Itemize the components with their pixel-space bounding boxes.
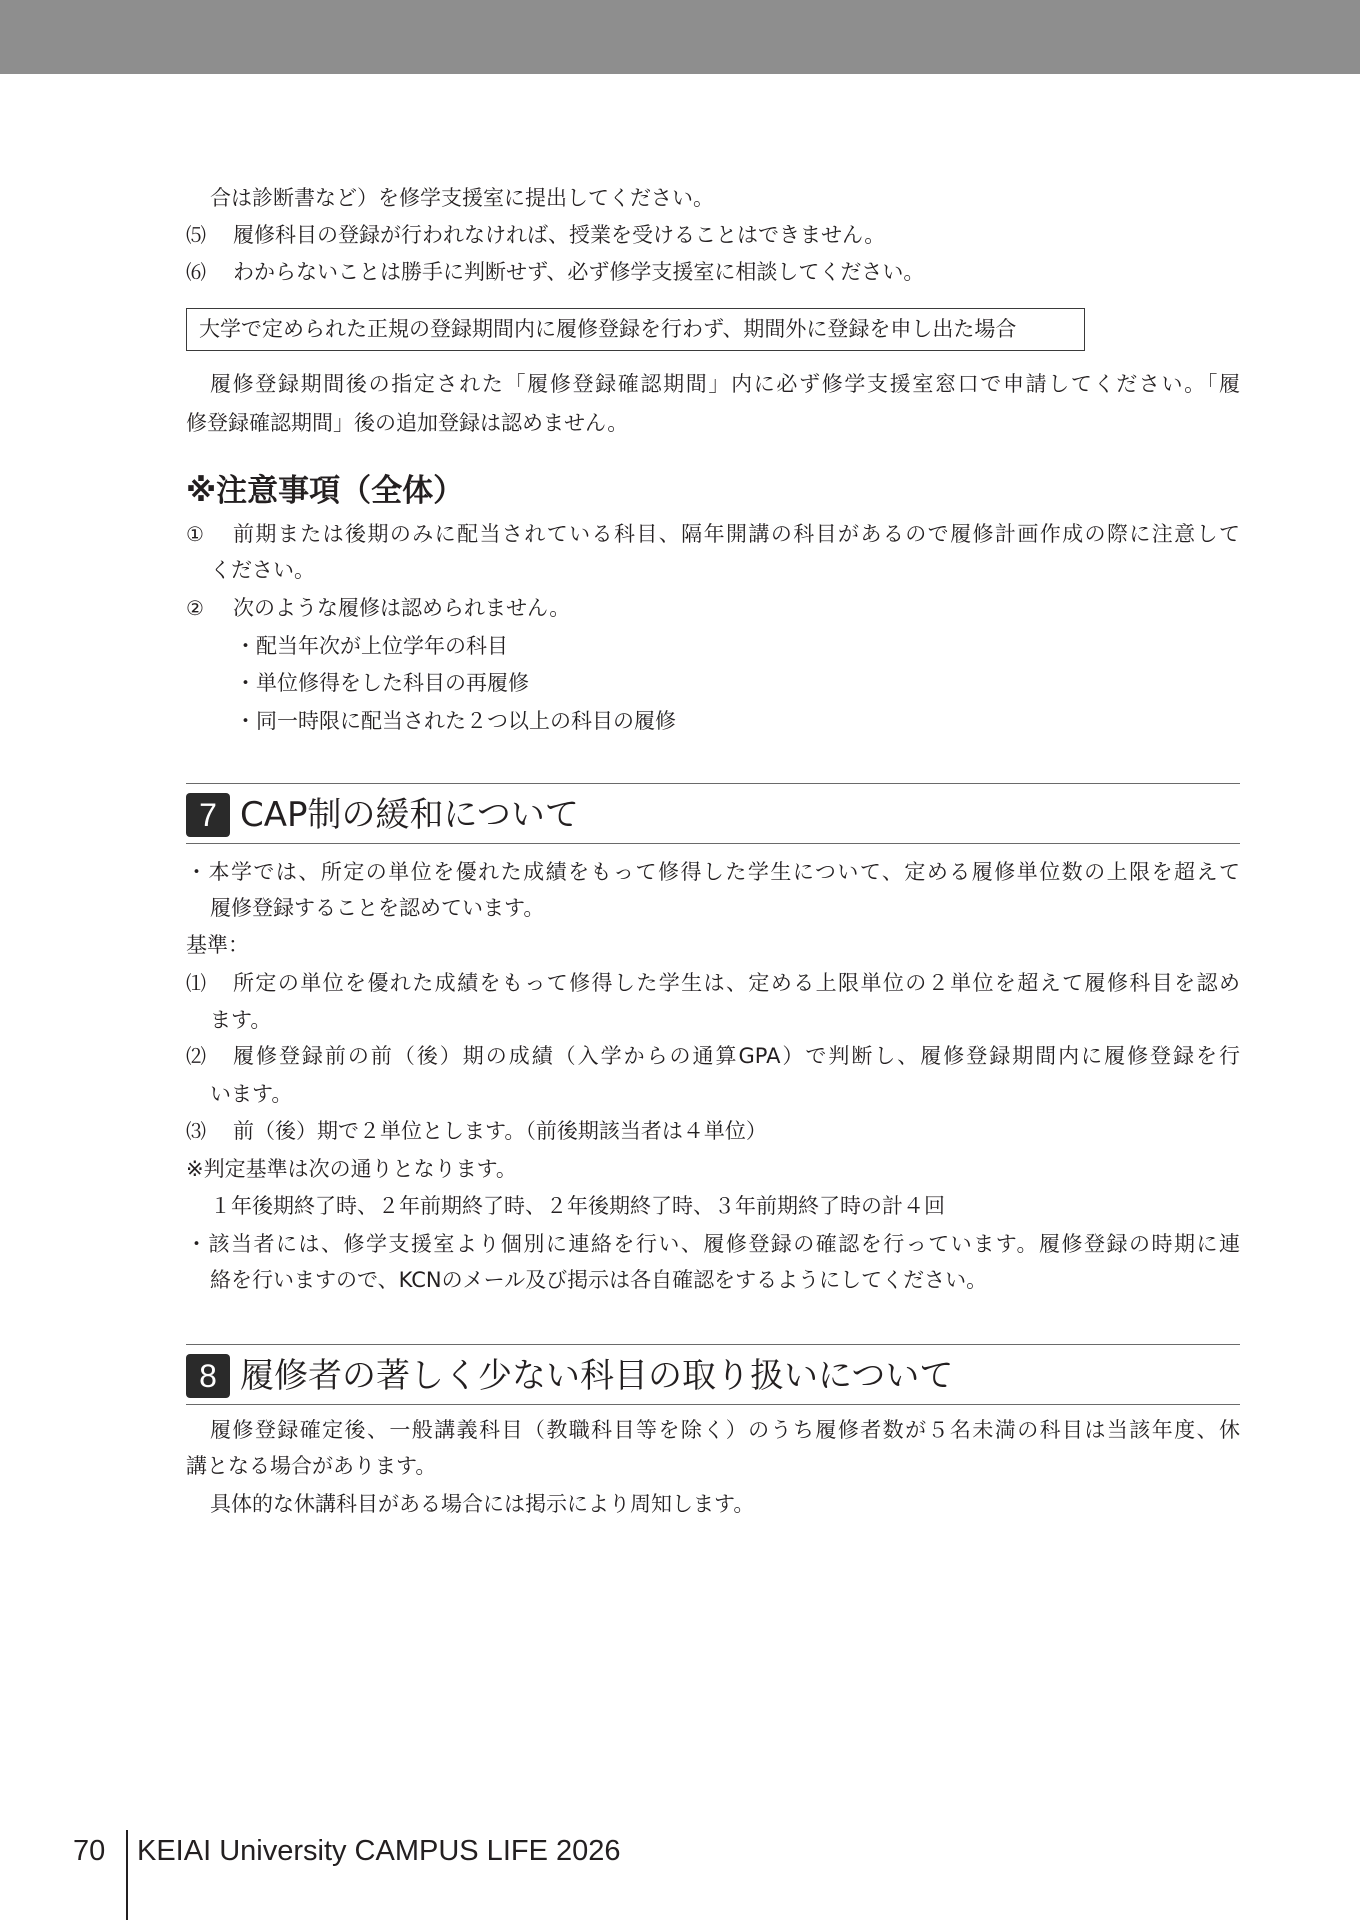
judgement-timing: １年後期終了時、２年前期終了時、２年後期終了時、３年前期終了時の計４回 — [210, 1194, 945, 1218]
list-item-marker: ⑶ — [186, 1119, 206, 1143]
list-item-marker: ① — [186, 522, 204, 546]
section-bottom-rule — [186, 843, 1240, 844]
list-item-text: 次のような履修は認められません。 — [233, 596, 571, 620]
section-number-badge: 7 — [186, 793, 230, 837]
list-item-text: います。 — [210, 1082, 293, 1106]
paragraph-line: ・本学では、所定の単位を優れた成績をもって修得した学生について、定める履修単位数の上限を超えて — [186, 860, 1240, 884]
page-number: 70 — [73, 1835, 106, 1867]
section-top-rule — [186, 1344, 1240, 1345]
footer-divider — [126, 1830, 128, 1920]
list-item-text: 履修登録前の前（後）期の成績（入学からの通算GPA）で判断し、履修登録期間内に履修登録を行 — [233, 1044, 1240, 1068]
list-item-marker: ② — [186, 596, 204, 620]
bullet-item: ・配当年次が上位学年の科目 — [235, 634, 508, 658]
paragraph-line: 履修登録することを認めています。 — [210, 896, 545, 920]
late-registration-box: 大学で定められた正規の登録期間内に履修登録を行わず、期間外に登録を申し出た場合 — [186, 308, 1085, 351]
criteria-label: 基準： — [186, 933, 249, 957]
paragraph-line: 履修登録確定後、一般講義科目（教職科目等を除く）のうち履修者数が５名未満の科目は当該年度、休 — [210, 1418, 1240, 1442]
section-number-badge: 8 — [186, 1354, 230, 1398]
header-bar — [0, 0, 1360, 74]
list-item-marker: ⑵ — [186, 1044, 206, 1068]
paragraph-line: ・該当者には、修学支援室より個別に連絡を行い、履修登録の確認を行っています。履修登録の時期に連 — [186, 1232, 1240, 1256]
paragraph-line: 具体的な休講科目がある場合には掲示により周知します。 — [210, 1492, 755, 1516]
paragraph-line: 修登録確認期間」後の追加登録は認めません。 — [186, 411, 629, 435]
paragraph-line: 講となる場合があります。 — [186, 1454, 437, 1478]
list-item-marker: ⑹ — [186, 260, 206, 284]
section-top-rule — [186, 783, 1240, 784]
section-bottom-rule — [186, 1404, 1240, 1405]
section-title: 履修者の著しく少ない科目の取り扱いについて — [240, 1356, 954, 1396]
list-item-marker: ⑸ — [186, 223, 206, 247]
intro-continuation-line: 合は診断書など）を修学支援室に提出してください。 — [210, 186, 714, 210]
bullet-item: ・単位修得をした科目の再履修 — [235, 671, 529, 695]
list-item-text: 前期または後期のみに配当されている科目、隔年開講の科目があるので履修計画作成の際に注意して — [233, 522, 1240, 546]
list-item-text: ます。 — [210, 1008, 272, 1032]
paragraph-line: 履修登録期間後の指定された「履修登録確認期間」内に必ず修学支援室窓口で申請してください。「履 — [210, 372, 1240, 396]
footer-title: KEIAI University CAMPUS LIFE 2026 — [137, 1835, 621, 1867]
judgement-note: ※判定基準は次の通りとなります。 — [186, 1157, 517, 1181]
list-item-text: 前（後）期で２単位とします。（前後期該当者は４単位） — [233, 1119, 767, 1143]
list-item-marker: ⑴ — [186, 971, 206, 995]
list-item-text: わからないことは勝手に判断せず、必ず修学支援室に相談してください。 — [233, 260, 925, 284]
bullet-item: ・同一時限に配当された２つ以上の科目の履修 — [235, 709, 676, 733]
notes-heading: ※注意事項（全体） — [186, 473, 465, 509]
paragraph-line: 絡を行いますので、KCNのメール及び掲示は各自確認をするようにしてください。 — [210, 1268, 988, 1292]
list-item-text: 履修科目の登録が行われなければ、授業を受けることはできません。 — [233, 223, 886, 247]
section-title: CAP制の緩和について — [240, 795, 579, 835]
list-item-text: ください。 — [210, 558, 315, 582]
list-item-text: 所定の単位を優れた成績をもって修得した学生は、定める上限単位の２単位を超えて履修科目を認め — [233, 971, 1240, 995]
